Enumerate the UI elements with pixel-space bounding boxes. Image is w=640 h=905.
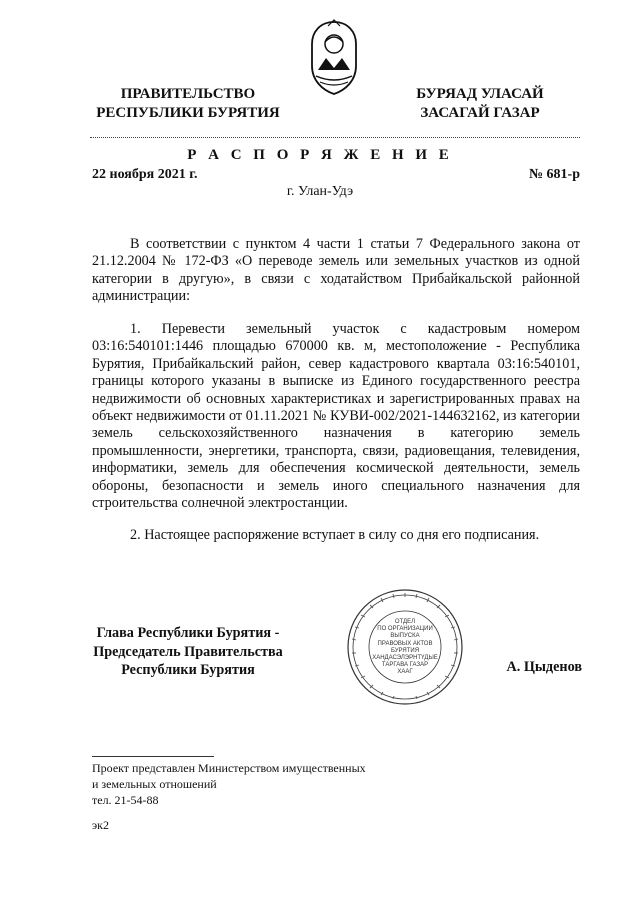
seal-center-text <box>369 619 441 677</box>
issuer-name-buryat <box>380 85 580 123</box>
signatory-name: А. Цыденов <box>506 659 582 675</box>
signatory-title-line-1: Глава Республики Бурятия - <box>96 625 280 641</box>
official-seal-icon <box>345 587 465 707</box>
item-2-text: 2. Настоящее распоряжение вступает в силу со дня его подписания. <box>130 527 540 543</box>
seal-line-3: ВЫПУСКА <box>390 633 420 640</box>
signatory-title-line-2: Председатель Правительства <box>93 643 283 660</box>
seal-line-1: ОТДЕЛ <box>394 619 416 625</box>
seal-line-4: ПРАВОВЫХ АКТОВ <box>377 640 433 647</box>
intro-text: В соответствии с пунктом 4 части 1 статьи 7 Федерального закона от 21.12.2004 № 172-ФЗ «О переводе земель или земельных участков из одной категории в другую», в связи с ходатайством Прибайкальской районной администрации: <box>92 236 580 305</box>
issuer-buryat-line-2: ЗАСАГАЙ ГАЗАР <box>420 105 540 121</box>
document-code: эк2 <box>92 818 109 832</box>
issuer-line-1: ПРАВИТЕЛЬСТВО <box>120 86 256 102</box>
seal-line-5: БУРЯТИЯ <box>390 647 420 654</box>
footnote <box>92 760 366 808</box>
document-date: 22 ноября 2021 г. <box>92 167 198 182</box>
item-1-paragraph <box>92 321 580 512</box>
issuer-buryat-line-1: БУРЯАД УЛАСАЙ <box>416 86 544 102</box>
footnote-phone: тел. 21-54-88 <box>92 793 159 807</box>
item-2-paragraph <box>92 527 580 544</box>
signatory-title-line-3: Республики Бурятия <box>121 662 255 678</box>
signatory-title <box>88 624 288 680</box>
document-number: № 681-р <box>528 167 580 182</box>
footnote-line-2: и земельных отношений <box>92 777 217 791</box>
seal-line-6: ХАНДАСЭЛЭРНТҮДЫЕ <box>372 655 438 662</box>
document-city: г. Улан-Удэ <box>286 184 354 199</box>
coat-of-arms-icon <box>306 18 362 98</box>
intro-paragraph <box>92 236 580 306</box>
item-1-text: 1. Перевести земельный участок с кадастровым номером 03:16:540101:1446 площадью 670000 кв. м, местоположение - Республика Бурятия, Прибайкальский район, север кадастрового квартала 03:16:540101, границы которого указаны в выписке из Единого государственного реестра недвижимости об основных характеристиках и зарегистрированных правах на объект недвижимости от 01.11.2021 № КУВИ-002/2021-144632162, из категории земель сельскохозяйственного назначения в категорию земель промышленности, энергетики, транспорта, связи, радиовещания, телевидения, информатики, земель для обеспечения космической деятельности, земель обороны, безопасности и земель иного специального назначения для строительства солнечной электростанции. <box>92 321 580 512</box>
footnote-divider <box>92 756 214 757</box>
seal-line-2: ПО ОРГАНИЗАЦИИ <box>377 626 433 633</box>
footnote-line-1: Проект представлен Министерством имущественных <box>92 761 366 775</box>
seal-line-8: ХААГ <box>397 669 413 676</box>
issuer-line-2: РЕСПУБЛИКИ БУРЯТИЯ <box>96 105 280 121</box>
issuer-name-russian <box>88 85 288 123</box>
header-divider <box>90 137 580 138</box>
seal-line-7: ТАРГАВА ГАЗАР <box>381 662 429 669</box>
document-type: Р А С П О Р Я Ж Е Н И Е <box>187 147 453 163</box>
